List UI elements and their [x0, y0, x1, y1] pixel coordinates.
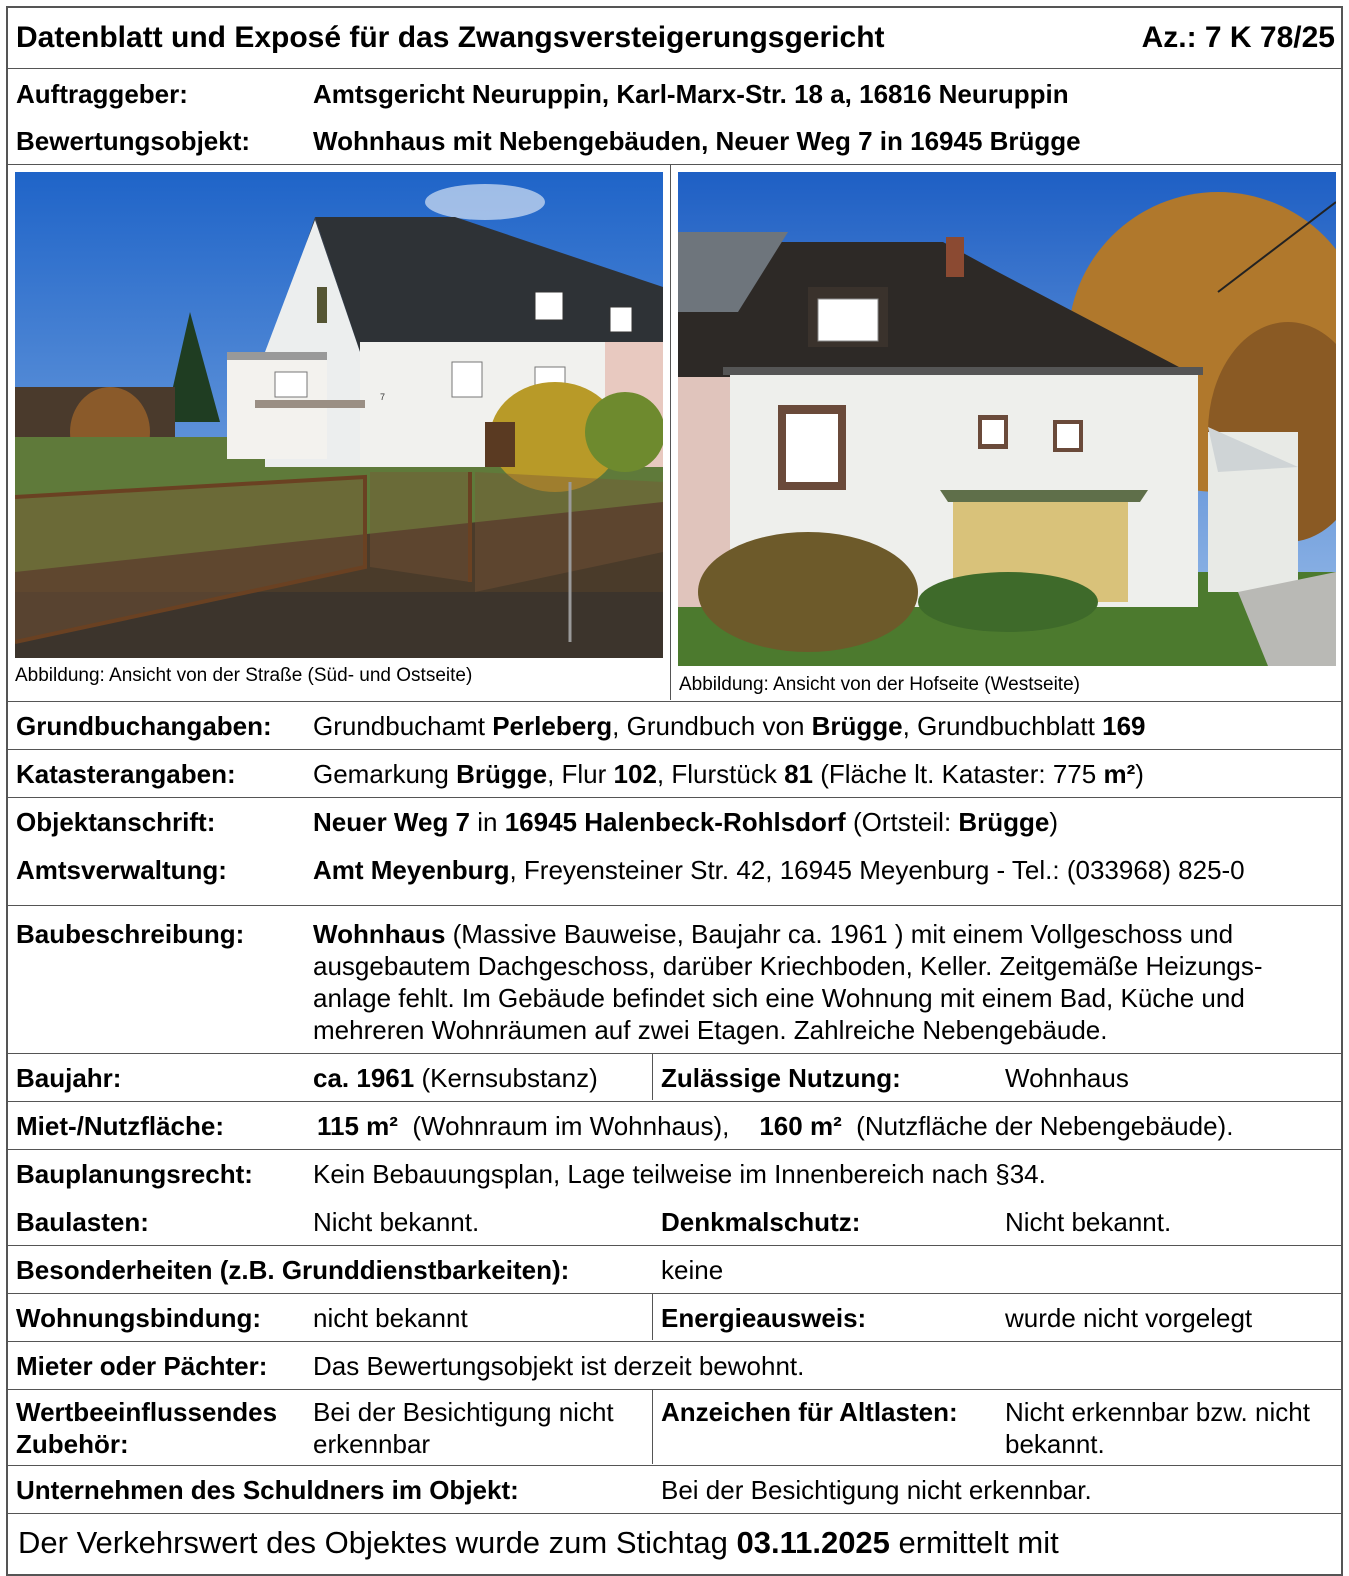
planning-law-value: Kein Bebauungsplan, Lage teilweise im Innenbereich nach §34.: [313, 1159, 1046, 1189]
street-view-photo: [15, 172, 663, 658]
planning-law-label: Bauplanungsrecht:: [16, 1159, 253, 1189]
building-description-line-2: ausgebautem Dachgeschoss, darüber Kriechboden, Keller. Zeitgemäße Heizungs-: [313, 951, 1263, 981]
debtor-business-row: [8, 1466, 1341, 1514]
land-register-value: Grundbuchamt Perleberg, Grundbuch von Brügge, Grundbuchblatt 169: [313, 711, 1146, 741]
accessories-label-line-1: Wertbeeinflussendes: [16, 1397, 278, 1427]
energy-certificate-label: Energieausweis:: [661, 1303, 867, 1333]
market-value-statement: Der Verkehrswert des Objektes wurde zum Stichtag 03.11.2025 ermittelt mit: [18, 1525, 1059, 1560]
year-built-label: Baujahr:: [16, 1063, 122, 1093]
area-value: 115 m² (Wohnraum im Wohnhaus), 160 m² (Nutzfläche der Nebengebäude).: [317, 1111, 1234, 1141]
client-row: [8, 69, 1341, 165]
file-number: Az.: 7 K 78/25: [1141, 21, 1335, 54]
permitted-use-label: Zulässige Nutzung:: [661, 1063, 901, 1093]
area-label: Miet-/Nutzfläche:: [16, 1111, 224, 1141]
tenant-value: Das Bewertungsobjekt ist derzeit bewohnt.: [313, 1351, 805, 1381]
housing-energy-row: [8, 1294, 1341, 1342]
building-encumbrances-label: Baulasten:: [16, 1207, 149, 1237]
planning-row: [8, 1150, 1341, 1246]
address-value: Neuer Weg 7 in 16945 Halenbeck-Rohlsdorf (Ortsteil: Brügge): [313, 807, 1059, 837]
permitted-use-value: Wohnhaus: [1005, 1063, 1129, 1093]
tenant-row: [8, 1342, 1341, 1390]
land-register-row: [8, 702, 1341, 750]
energy-certificate-value: wurde nicht vorgelegt: [1005, 1303, 1253, 1333]
datasheet: [6, 6, 1343, 1576]
building-description-line-1: Wohnhaus (Massive Bauweise, Baujahr ca. 1961 ) mit einem Vollgeschoss und: [313, 919, 1234, 949]
client-label: Auftraggeber:: [16, 79, 188, 109]
photos-row: [8, 165, 1341, 702]
tenant-label: Mieter oder Pächter:: [16, 1351, 268, 1381]
monument-protection-label: Denkmalschutz:: [661, 1207, 861, 1237]
building-description-label: Baubeschreibung:: [16, 919, 245, 949]
contamination-label: Anzeichen für Altlasten:: [661, 1397, 958, 1427]
page-title: Datenblatt und Exposé für das Zwangsversteigerungsgericht: [16, 21, 885, 54]
address-label: Objektanschrift:: [16, 807, 216, 837]
client-value: Amtsgericht Neuruppin, Karl-Marx-Str. 18 a, 16816 Neuruppin: [313, 79, 1069, 109]
accessories-value-line-2: erkennbar: [313, 1429, 431, 1459]
debtor-business-value: Bei der Besichtigung nicht erkennbar.: [661, 1475, 1092, 1505]
accessories-row: [8, 1390, 1341, 1466]
housing-commitment-label: Wohnungsbindung:: [16, 1303, 261, 1333]
building-encumbrances-value: Nicht bekannt.: [313, 1207, 480, 1237]
address-row: [8, 798, 1341, 906]
special-features-label: Besonderheiten (z.B. Grunddienstbarkeiten):: [16, 1255, 570, 1285]
housing-commitment-value: nicht bekannt: [313, 1303, 468, 1333]
cadastre-value: Gemarkung Brügge, Flur 102, Flurstück 81 (Fläche lt. Kataster: 775 m²): [313, 759, 1144, 789]
street-view-image: [15, 172, 663, 658]
photo-divider: [670, 165, 671, 700]
area-row: [8, 1102, 1341, 1150]
building-description-line-3: anlage fehlt. Im Gebäude befindet sich eine Wohnung mit einem Bad, Küche und: [313, 983, 1245, 1013]
object-value: Wohnhaus mit Nebengebäuden, Neuer Weg 7 in 16945 Brügge: [313, 126, 1081, 156]
street-view-caption: Abbildung: Ansicht von der Straße (Süd- und Ostseite): [15, 665, 473, 686]
yard-view-image: [678, 172, 1336, 666]
yard-view-caption: Abbildung: Ansicht von der Hofseite (Westseite): [679, 674, 1080, 695]
contamination-value-line-2: bekannt.: [1005, 1429, 1105, 1459]
special-features-row: [8, 1246, 1341, 1294]
cadastre-row: [8, 750, 1341, 798]
housing-energy-divider: [652, 1294, 653, 1340]
house-number-label: 7: [380, 392, 386, 402]
year-usage-row: [8, 1054, 1341, 1102]
building-description-row: [8, 906, 1341, 1054]
year-usage-divider: [652, 1054, 653, 1100]
administration-label: Amtsverwaltung:: [16, 855, 227, 885]
special-features-value: keine: [661, 1255, 724, 1285]
accessories-label-line-2: Zubehör:: [16, 1429, 129, 1459]
land-register-label: Grundbuchangaben:: [16, 711, 272, 741]
contamination-value-line-1: Nicht erkennbar bzw. nicht: [1005, 1397, 1310, 1427]
debtor-business-label: Unternehmen des Schuldners im Objekt:: [16, 1475, 519, 1505]
cadastre-label: Katasterangaben:: [16, 759, 236, 789]
administration-value: Amt Meyenburg, Freyensteiner Str. 42, 16945 Meyenburg - Tel.: (033968) 825-0: [313, 855, 1245, 885]
object-label: Bewertungsobjekt:: [16, 126, 251, 156]
yard-view-photo: [678, 172, 1336, 666]
accessories-divider: [652, 1390, 653, 1464]
header-row: [8, 8, 1341, 69]
year-built-value: ca. 1961 (Kernsubstanz): [313, 1063, 598, 1093]
building-description-line-4: mehreren Wohnräumen auf zwei Etagen. Zahlreiche Nebengebäude.: [313, 1015, 1108, 1045]
monument-protection-value: Nicht bekannt.: [1005, 1207, 1172, 1237]
accessories-value-line-1: Bei der Besichtigung nicht: [313, 1397, 614, 1427]
